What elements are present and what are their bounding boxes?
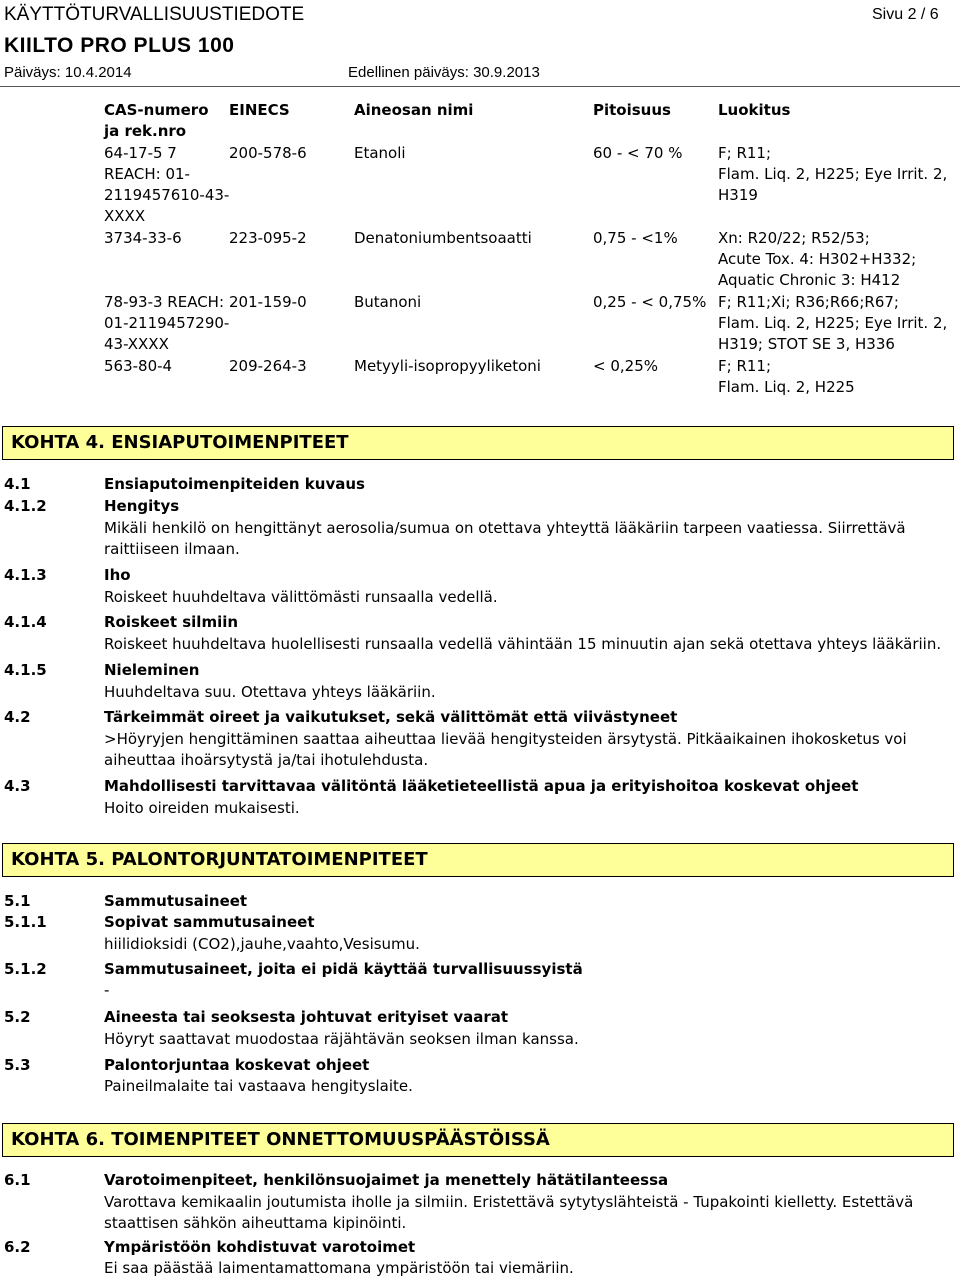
subsection-number: 5.2 (4, 1008, 31, 1026)
cas-number: 43-XXXX (104, 335, 169, 353)
classification: H319; STOT SE 3, H336 (718, 335, 895, 353)
col-header-cas-sub: ja rek.nro (104, 122, 187, 140)
subsection-text: Roiskeet huuhdeltava välittömästi runsaalla vedellä. (104, 588, 498, 606)
substance-name: Metyyli-isopropyyliketoni (354, 357, 541, 375)
subsection-text: Varottava kemikaalin joutumista iholle ja silmiin. Eristettävä sytytyslähteistä - Tupakointi kielletty. Estettävä (104, 1193, 914, 1211)
subsection-title: Tärkeimmät oireet ja vaikutukset, sekä välittömät että viivästyneet (104, 708, 678, 726)
cas-number: 2119457610-43- (104, 186, 230, 204)
subsection-text: Ei saa päästää laimentamattomana ympäristöön tai viemäriin. (104, 1259, 574, 1277)
subsection-title: Palontorjuntaa koskevat ohjeet (104, 1056, 370, 1074)
subsection-number: 4.2 (4, 708, 31, 726)
classification: Aquatic Chronic 3: H412 (718, 271, 901, 289)
subsection-title: Ympäristöön kohdistuvat varotoimet (104, 1238, 416, 1256)
substance-name: Butanoni (354, 293, 422, 311)
classification: Flam. Liq. 2, H225 (718, 378, 855, 396)
subsection-number: 6.2 (4, 1238, 31, 1256)
subsection-text: staattisen sähkön aiheuttama kipinöinti. (104, 1214, 407, 1232)
classification: F; R11; (718, 357, 772, 375)
cas-number: 78-93-3 REACH: (104, 293, 225, 311)
col-header-content: Pitoisuus (593, 101, 671, 119)
subsection-title: Iho (104, 566, 131, 584)
section-5-heading: KOHTA 5. PALONTORJUNTATOIMENPITEET (2, 843, 954, 877)
subsection-number: 6.1 (4, 1171, 31, 1189)
einecs-number: 209-264-3 (229, 357, 307, 375)
cas-number: 3734-33-6 (104, 229, 182, 247)
classification: H319 (718, 186, 758, 204)
concentration: 0,75 - <1% (593, 229, 678, 247)
subsection-title: Sopivat sammutusaineet (104, 913, 315, 931)
classification: Flam. Liq. 2, H225; Eye Irrit. 2, (718, 314, 948, 332)
concentration: 0,25 - < 0,75% (593, 293, 707, 311)
classification: F; R11;Xi; R36;R66;R67; (718, 293, 899, 311)
subsection-number: 4.1 (4, 475, 31, 493)
subsection-title: Roiskeet silmiin (104, 613, 239, 631)
cas-number: 01-2119457290- (104, 314, 230, 332)
document-date: Päiväys: 10.4.2014 (4, 64, 132, 81)
subsection-title: Sammutusaineet, joita ei pidä käyttää turvallisuussyistä (104, 960, 583, 978)
product-name: KIILTO PRO PLUS 100 (4, 34, 235, 57)
subsection-text: Mikäli henkilö on hengittänyt aerosolia/sumua on otettava yhteyttä lääkäriin tarpeen vaatiessa. Siirrettävä (104, 519, 906, 537)
cas-number: REACH: 01- (104, 165, 190, 183)
subsection-title: Nieleminen (104, 661, 200, 679)
classification: Xn: R20/22; R52/53; (718, 229, 870, 247)
subsection-title: Hengitys (104, 497, 180, 515)
subsection-number: 5.1.1 (4, 913, 47, 931)
subsection-title: Varotoimenpiteet, henkilönsuojaimet ja menettely hätätilanteessa (104, 1171, 669, 1189)
section-6-heading: KOHTA 6. TOIMENPITEET ONNETTOMUUSPÄÄSTÖISSÄ (2, 1123, 954, 1157)
header-divider (0, 86, 960, 87)
einecs-number: 223-095-2 (229, 229, 307, 247)
cas-number: XXXX (104, 207, 146, 225)
subsection-text: raittiiseen ilmaan. (104, 540, 240, 558)
subsection-number: 5.3 (4, 1056, 31, 1074)
substance-name: Denatoniumbentsoaatti (354, 229, 532, 247)
col-header-name: Aineosan nimi (354, 101, 474, 119)
subsection-text: Roiskeet huuhdeltava huolellisesti runsaalla vedellä vähintään 15 minuutin ajan sekä otettava yhteys lääkäriin. (104, 635, 942, 653)
col-header-classification: Luokitus (718, 101, 791, 119)
concentration: < 0,25% (593, 357, 658, 375)
subsection-number: 4.1.4 (4, 613, 47, 631)
subsection-text: hiilidioksidi (CO2),jauhe,vaahto,Vesisumu. (104, 935, 420, 953)
concentration: 60 - < 70 % (593, 144, 683, 162)
subsection-text: Huuhdeltava suu. Otettava yhteys lääkäriin. (104, 683, 436, 701)
page-number: Sivu 2 / 6 (872, 6, 939, 23)
col-header-einecs: EINECS (229, 101, 290, 119)
subsection-text: - (104, 981, 110, 999)
subsection-text: Paineilmalaite tai vastaava hengityslaite. (104, 1077, 413, 1095)
cas-number: 64-17-5 7 (104, 144, 177, 162)
subsection-text: aiheuttaa ihoärsytystä ja/tai ihotulehdusta. (104, 751, 429, 769)
classification: F; R11; (718, 144, 772, 162)
einecs-number: 201-159-0 (229, 293, 307, 311)
classification: Acute Tox. 4: H302+H332; (718, 250, 917, 268)
subsection-text: Höyryt saattavat muodostaa räjähtävän seoksen ilman kanssa. (104, 1030, 579, 1048)
subsection-title: Mahdollisesti tarvittavaa välitöntä lääketieteellistä apua ja erityishoitoa koskevat ohjeet (104, 777, 859, 795)
substance-name: Etanoli (354, 144, 406, 162)
classification: Flam. Liq. 2, H225; Eye Irrit. 2, (718, 165, 948, 183)
subsection-number: 4.1.3 (4, 566, 47, 584)
subsection-number: 4.1.5 (4, 661, 47, 679)
subsection-text: >Höyryjen hengittäminen saattaa aiheuttaa lievää hengitysteiden ärsytystä. Pitkäaikainen ihokosketus voi (104, 730, 907, 748)
previous-date: Edellinen päiväys: 30.9.2013 (348, 64, 540, 81)
subsection-number: 4.3 (4, 777, 31, 795)
col-header-cas: CAS-numero (104, 101, 209, 119)
subsection-number: 5.1.2 (4, 960, 47, 978)
document-title: KÄYTTÖTURVALLISUUSTIEDOTE (4, 4, 305, 25)
subsection-text: Hoito oireiden mukaisesti. (104, 799, 300, 817)
subsection-title: Sammutusaineet (104, 892, 248, 910)
cas-number: 563-80-4 (104, 357, 173, 375)
subsection-number: 5.1 (4, 892, 31, 910)
einecs-number: 200-578-6 (229, 144, 307, 162)
subsection-title: Ensiaputoimenpiteiden kuvaus (104, 475, 365, 493)
subsection-title: Aineesta tai seoksesta johtuvat erityiset vaarat (104, 1008, 509, 1026)
subsection-number: 4.1.2 (4, 497, 47, 515)
section-4-heading: KOHTA 4. ENSIAPUTOIMENPITEET (2, 426, 954, 460)
